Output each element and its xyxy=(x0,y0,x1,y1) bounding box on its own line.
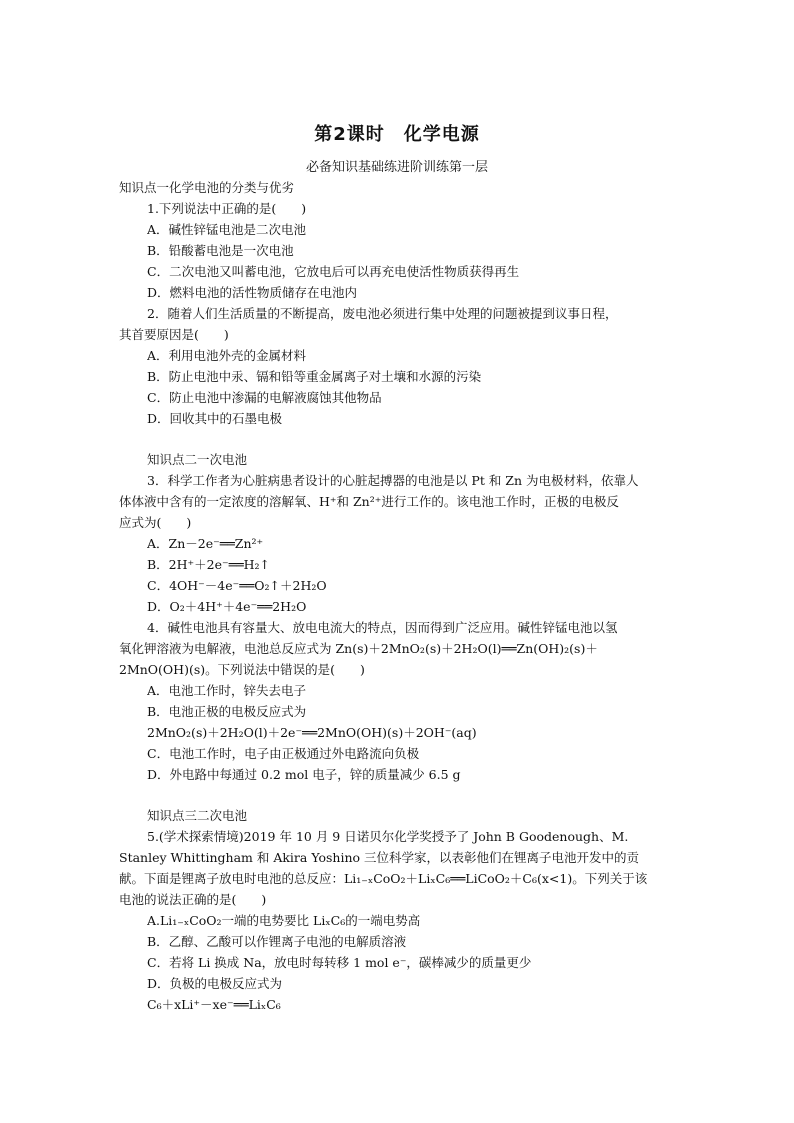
question-3-option-b: B．2H⁺＋2e⁻══H₂↑ xyxy=(147,557,271,572)
question-5-stem-line1: 5.(学术探索情境)2019 年 10 月 9 日诺贝尔化学奖授予了 John B Goodenough、M. xyxy=(147,829,629,844)
question-1-option-b: B．铅酸蓄电池是一次电池 xyxy=(147,243,294,258)
question-3-stem-line2: 体体液中含有的一定浓度的溶解氧、H⁺和 Zn²⁺进行工作的。该电池工作时，正极的电极反 xyxy=(119,494,619,509)
question-3-option-d: D．O₂＋4H⁺＋4e⁻══2H₂O xyxy=(147,599,307,614)
section-heading-1: 知识点一化学电池的分类与优劣 xyxy=(119,180,295,195)
question-4-option-b: B．电池正极的电极反应式为 xyxy=(147,704,307,719)
question-3-stem-line3: 应式为( ) xyxy=(119,515,192,530)
question-4-option-b-equation: 2MnO₂(s)＋2H₂O(l)＋2e⁻══2MnO(OH)(s)＋2OH⁻(aq) xyxy=(147,725,477,740)
question-5-option-a: A.Li₁₋ₓCoO₂一端的电势要比 LiₓC₆的一端电势高 xyxy=(147,913,421,928)
question-4-stem-line3: 2MnO(OH)(s)。下列说法中错误的是( ) xyxy=(119,662,365,677)
question-4-stem-line2: 氧化钾溶液为电解液，电池总反应式为 Zn(s)＋2MnO₂(s)＋2H₂O(l)══Zn(OH)₂(s)＋ xyxy=(119,641,598,656)
question-2-stem-line1: 2．随着人们生活质量的不断提高，废电池必须进行集中处理的问题被提到议事日程， xyxy=(147,306,618,321)
question-4-option-d: D．外电路中每通过 0.2 mol 电子，锌的质量减少 6.5 g xyxy=(147,767,461,782)
page-subtitle: 必备知识基础练进阶训练第一层 xyxy=(305,160,488,175)
question-2-option-c: C．防止电池中渗漏的电解液腐蚀其他物品 xyxy=(147,390,382,405)
question-5-option-d-equation: C₆＋xLi⁺－xe⁻══LiₓC₆ xyxy=(147,997,281,1012)
question-1-option-c: C．二次电池又叫蓄电池，它放电后可以再充电使活性物质获得再生 xyxy=(147,264,520,279)
question-3-option-a: A．Zn－2e⁻══Zn²⁺ xyxy=(147,536,264,551)
question-5-stem-line2: Stanley Whittingham 和 Akira Yoshino 三位科学家，以表彰他们在锂离子电池开发中的贡 xyxy=(119,850,640,865)
question-1-option-d: D．燃料电池的活性物质储存在电池内 xyxy=(147,285,358,300)
question-3-option-c: C．4OH⁻－4e⁻══O₂↑＋2H₂O xyxy=(147,578,327,593)
question-2-stem-line2: 其首要原因是( ) xyxy=(119,327,229,342)
question-5-option-b: B．乙醇、乙酸可以作锂离子电池的电解质溶液 xyxy=(147,934,407,949)
question-1-option-a: A．碱性锌锰电池是二次电池 xyxy=(147,222,307,237)
question-1-stem: 1.下列说法中正确的是( ) xyxy=(147,201,307,216)
question-5-stem-line4: 电池的说法正确的是( ) xyxy=(119,892,267,907)
question-4-option-c: C．电池工作时，电子由正极通过外电路流向负极 xyxy=(147,746,420,761)
question-5-option-c: C．若将 Li 换成 Na，放电时每转移 1 mol e⁻，碳棒减少的质量更少 xyxy=(147,955,532,970)
question-2-option-a: A．利用电池外壳的金属材料 xyxy=(147,348,307,363)
question-5-stem-line3: 献。下面是锂离子放电时电池的总反应：Li₁₋ₓCoO₂＋LiₓC₆══LiCoO₂＋C₆(x<1)。下列关于该 xyxy=(119,871,648,886)
section-heading-2: 知识点二一次电池 xyxy=(147,452,248,467)
question-4-stem-line1: 4．碱性电池具有容量大、放电电流大的特点，因而得到广泛应用。碱性锌锰电池以氢 xyxy=(147,620,618,635)
page-title: 第2课时 化学电源 xyxy=(314,124,480,145)
question-2-option-b: B．防止电池中汞、镉和铅等重金属离子对土壤和水源的污染 xyxy=(147,369,482,384)
question-2-option-d: D．回收其中的石墨电极 xyxy=(147,411,283,426)
question-4-option-a: A．电池工作时，锌失去电子 xyxy=(147,683,307,698)
question-5-option-d: D．负极的电极反应式为 xyxy=(147,976,283,991)
question-3-stem-line1: 3．科学工作者为心脏病患者设计的心脏起搏器的电池是以 Pt 和 Zn 为电极材料，依靠人 xyxy=(147,473,639,488)
section-heading-3: 知识点三二次电池 xyxy=(147,808,248,823)
